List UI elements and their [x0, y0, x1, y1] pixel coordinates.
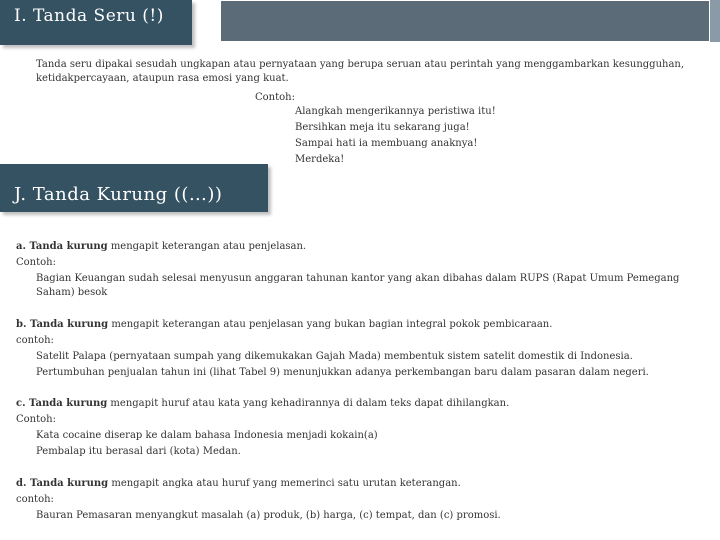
item-d-example: Bauran Pemasaran menyangkut masalah (a) produk, (b) harga, (c) tempat, dan (c) promosi.: [36, 510, 501, 521]
item-a-heading: [16, 240, 306, 254]
item-c-prefix: c. Tanda kurung: [16, 398, 108, 409]
item-a-example: Saham) besok: [36, 287, 108, 298]
section-i-title: I. Tanda Seru (!): [14, 6, 164, 26]
decor-bar-main: [220, 0, 710, 42]
section-i-example: Sampai hati ia membuang anaknya!: [295, 138, 478, 149]
header-decoration: [220, 0, 720, 42]
item-c-example: Kata cocaine diserap ke dalam bahasa Indonesia menjadi kokain(a): [36, 430, 378, 441]
item-c-rest: mengapit huruf atau kata yang kehadirannya di dalam teks dapat dihilangkan.: [107, 398, 510, 409]
item-c-contoh-label: Contoh:: [16, 414, 56, 425]
section-i-header: [0, 0, 192, 45]
item-b-example: Satelit Palapa (pernyataan sumpah yang dikemukakan Gajah Mada) membentuk sistem satelit domestik di Indonesia.: [36, 351, 633, 362]
section-i-desc-line1: Tanda seru dipakai sesudah ungkapan atau pernyataan yang berupa seruan atau perintah yang menggambarkan kesungguhan,: [36, 59, 685, 70]
item-b-example: Pertumbuhan penjualan tahun ini (lihat Tabel 9) menunjukkan adanya perkembangan baru dalam pasaran dalam negeri.: [36, 367, 649, 378]
section-j-header: [0, 164, 268, 212]
section-i-contoh-label: Contoh:: [255, 92, 295, 103]
item-c-heading: [16, 397, 509, 411]
item-d-contoh-label: contoh:: [16, 494, 54, 505]
item-a-example: Bagian Keuangan sudah selesai menyusun anggaran tahunan kantor yang akan dibahas dalam RUPS (Rapat Umum Pemegang: [36, 273, 680, 284]
item-a-rest: mengapit keterangan atau penjelasan.: [107, 241, 307, 252]
item-c-example: Pembalap itu berasal dari (kota) Medan.: [36, 446, 241, 457]
section-i-example: Merdeka!: [295, 154, 345, 165]
section-i-example: Alangkah mengerikannya peristiwa itu!: [295, 106, 496, 117]
section-i-example: Bersihkan meja itu sekarang juga!: [295, 122, 470, 133]
item-d-rest: mengapit angka atau huruf yang memerinci satu urutan keterangan.: [108, 478, 461, 489]
item-b-rest: mengapit keterangan atau penjelasan yang bukan bagian integral pokok pembicaraan.: [108, 319, 553, 330]
decor-bar-edge: [710, 0, 720, 42]
item-d-prefix: d. Tanda kurung: [16, 478, 109, 489]
item-b-prefix: b. Tanda kurung: [16, 319, 109, 330]
item-d-heading: [16, 477, 461, 491]
item-a-contoh-label: Contoh:: [16, 257, 56, 268]
section-j-title: J. Tanda Kurung ((…)): [14, 184, 223, 205]
item-b-contoh-label: contoh:: [16, 335, 54, 346]
section-i-desc-line2: ketidakpercayaan, ataupun rasa emosi yang kuat.: [36, 73, 289, 84]
item-b-heading: [16, 318, 552, 332]
item-a-prefix: a. Tanda kurung: [16, 241, 108, 252]
